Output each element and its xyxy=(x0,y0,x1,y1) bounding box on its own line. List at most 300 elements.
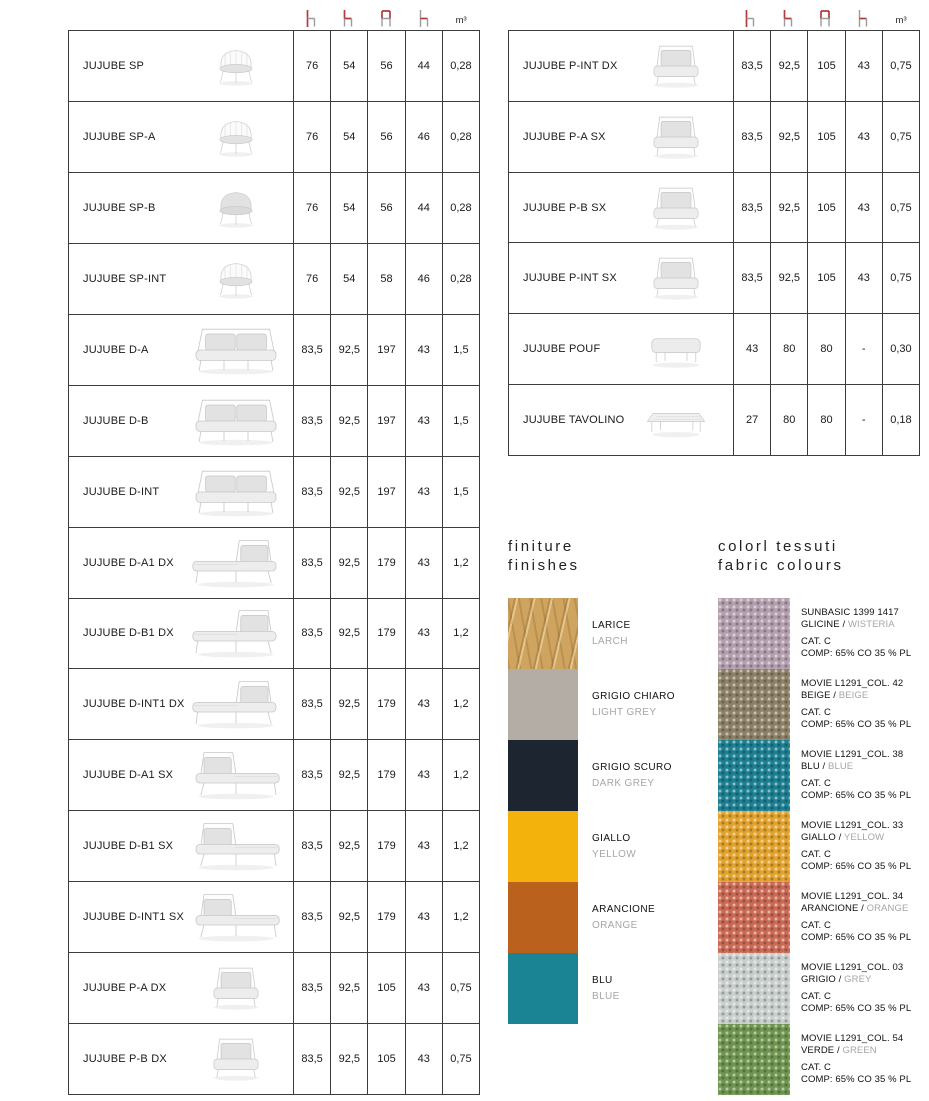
depth-icon xyxy=(405,5,443,29)
fabric-swatch xyxy=(718,669,790,740)
table-row xyxy=(509,31,919,101)
fabric-name-en: GREY xyxy=(844,974,872,985)
dimension-value: 83,5 xyxy=(293,1024,330,1094)
finish-name-en: ORANGE xyxy=(592,920,638,931)
fabric-item xyxy=(718,669,929,740)
dimension-value: 1,2 xyxy=(442,882,479,952)
width-icon xyxy=(807,5,845,29)
chair-illustration xyxy=(185,250,287,308)
fabric-swatch xyxy=(718,1024,790,1095)
dimension-value: 43 xyxy=(733,314,770,384)
table-row xyxy=(69,881,479,952)
dimension-value: 0,28 xyxy=(442,31,479,101)
fabric-name xyxy=(801,619,929,631)
fabric-category: CAT. C xyxy=(801,636,831,647)
table-row xyxy=(69,810,479,881)
dimension-value: 54 xyxy=(330,102,367,172)
finish-name-en: LIGHT GREY xyxy=(592,707,657,718)
dimension-value: 58 xyxy=(367,244,404,314)
table-row xyxy=(509,101,919,172)
dimension-value: 179 xyxy=(367,599,404,669)
dimension-value: 179 xyxy=(367,811,404,881)
fabric-item xyxy=(718,811,929,882)
dimension-value: 43 xyxy=(405,386,442,456)
finish-name-en: BLUE xyxy=(592,991,620,1002)
dimension-value: 1,2 xyxy=(442,669,479,739)
dimension-value: 83,5 xyxy=(293,669,330,739)
fabric-name-it: GIALLO / xyxy=(801,832,842,843)
table-row xyxy=(509,313,919,384)
dimension-value: 44 xyxy=(405,31,442,101)
fabric-name-en: ORANGE xyxy=(866,903,909,914)
dimension-value: 1,5 xyxy=(442,315,479,385)
finish-item xyxy=(508,953,678,1024)
dimension-value: 43 xyxy=(845,173,882,243)
finishes-title-it: finiture xyxy=(508,538,574,555)
dimension-value: 27 xyxy=(733,385,770,455)
table-row xyxy=(509,172,919,243)
fabric-category: CAT. C xyxy=(801,707,831,718)
fabric-name-en: GREEN xyxy=(842,1045,877,1056)
dimension-value: 92,5 xyxy=(330,1024,367,1094)
fabric-name xyxy=(801,832,929,844)
dimension-value: 43 xyxy=(405,599,442,669)
dimension-value: 43 xyxy=(845,102,882,172)
dimension-value: 0,28 xyxy=(442,173,479,243)
product-cell xyxy=(69,1024,293,1094)
fabric-code: SUNBASIC 1399 1417 xyxy=(801,607,899,618)
table-row xyxy=(69,952,479,1023)
dimension-value: 1,2 xyxy=(442,599,479,669)
finish-swatch xyxy=(508,669,578,740)
dimension-value: 0,28 xyxy=(442,102,479,172)
armchair-illustration xyxy=(625,179,727,237)
product-cell xyxy=(69,669,293,739)
fabric-swatch xyxy=(718,598,790,669)
fabric-swatch xyxy=(718,811,790,882)
table-row xyxy=(69,243,479,314)
fabric-code: MOVIE L1291_COL. 34 xyxy=(801,891,904,902)
sofa-illustration xyxy=(185,321,287,379)
product-cell xyxy=(69,457,293,527)
fabric-name-en: BLUE xyxy=(828,761,854,772)
dimension-value: 0,75 xyxy=(882,243,919,313)
product-cell xyxy=(69,599,293,669)
product-name: JUJUBE P-INT DX xyxy=(523,59,618,72)
fabric-composition: COMP: 65% CO 35 % PL xyxy=(801,790,912,801)
product-name: JUJUBE SP-B xyxy=(83,201,156,214)
product-name: JUJUBE D-A1 SX xyxy=(83,769,174,782)
fabric-title-it: colorl tessuti xyxy=(718,538,838,555)
product-name: JUJUBE D-INT1 SX xyxy=(83,911,184,924)
dimension-value: 44 xyxy=(405,173,442,243)
fabric-name-en: BEIGE xyxy=(838,690,869,701)
seat-height-icon xyxy=(330,5,368,29)
fabric-name-en: YELLOW xyxy=(843,832,885,843)
dimension-value: 0,30 xyxy=(882,314,919,384)
dimension-value: 43 xyxy=(405,1024,442,1094)
product-name: JUJUBE D-INT xyxy=(83,485,160,498)
finish-swatch xyxy=(508,598,578,669)
dimension-value: 80 xyxy=(770,385,807,455)
fabric-name-it: BLU / xyxy=(801,761,826,772)
dimension-value: 43 xyxy=(405,669,442,739)
product-name: JUJUBE P-A SX xyxy=(523,130,606,143)
dimension-header-right xyxy=(731,5,920,29)
chair-illustration xyxy=(185,37,287,95)
dimension-value: 105 xyxy=(367,953,404,1023)
table-row xyxy=(69,668,479,739)
dimension-value: 92,5 xyxy=(770,173,807,243)
product-cell xyxy=(509,243,733,313)
finish-name-en: YELLOW xyxy=(592,849,637,860)
volume-unit-label: m³ xyxy=(895,15,907,26)
fabric-title-en: fabric colours xyxy=(718,557,844,574)
product-name: JUJUBE TAVOLINO xyxy=(523,414,625,427)
table-row xyxy=(69,456,479,527)
product-name: JUJUBE D-A xyxy=(83,343,149,356)
dimension-value: 43 xyxy=(405,740,442,810)
finish-name-it: ARANCIONE xyxy=(592,904,656,915)
fabric-name xyxy=(801,903,929,915)
fabric-composition: COMP: 65% CO 35 % PL xyxy=(801,1074,912,1085)
sofa-illustration xyxy=(185,392,287,450)
table-row xyxy=(69,739,479,810)
fabric-name-en: WISTERIA xyxy=(847,619,895,630)
product-name: JUJUBE D-A1 DX xyxy=(83,556,174,569)
fabric-name xyxy=(801,761,929,773)
finish-label xyxy=(592,811,678,882)
dimension-header-left xyxy=(292,5,480,29)
product-cell xyxy=(69,244,293,314)
dimension-value: 83,5 xyxy=(293,386,330,456)
spec-table-left xyxy=(68,30,480,1095)
dimension-value: 43 xyxy=(405,882,442,952)
fabric-swatch xyxy=(718,740,790,811)
finish-label xyxy=(592,740,678,811)
product-name: JUJUBE SP-A xyxy=(83,130,156,143)
dimension-value: 83,5 xyxy=(293,528,330,598)
product-name: JUJUBE D-B xyxy=(83,414,149,427)
fabric-item xyxy=(718,953,929,1024)
finish-label xyxy=(592,669,678,740)
dimension-value: 105 xyxy=(807,243,844,313)
product-name: JUJUBE D-INT1 DX xyxy=(83,698,185,711)
dimension-value: 92,5 xyxy=(770,243,807,313)
finish-name-it: LARICE xyxy=(592,620,631,631)
dimension-value: 76 xyxy=(293,244,330,314)
dimension-value: - xyxy=(845,314,882,384)
table-row xyxy=(69,101,479,172)
dimension-value: 43 xyxy=(405,953,442,1023)
fabric-composition: COMP: 65% CO 35 % PL xyxy=(801,648,912,659)
fabric-swatch xyxy=(718,953,790,1024)
dimension-value: 43 xyxy=(405,457,442,527)
fabric-code: MOVIE L1291_COL. 03 xyxy=(801,962,904,973)
finish-name-it: GRIGIO CHIARO xyxy=(592,691,675,702)
chaise-sx-illustration xyxy=(185,888,287,946)
dimension-value: 83,5 xyxy=(293,811,330,881)
chair-cushion-illustration xyxy=(185,179,287,237)
fabric-code: MOVIE L1291_COL. 33 xyxy=(801,820,904,831)
dimension-value: 179 xyxy=(367,528,404,598)
product-cell xyxy=(509,31,733,101)
finish-swatch xyxy=(508,811,578,882)
fabric-label xyxy=(801,669,929,740)
finish-swatch xyxy=(508,740,578,811)
dimension-value: 43 xyxy=(845,243,882,313)
dimension-value: 0,75 xyxy=(882,173,919,243)
dimension-value: 92,5 xyxy=(330,457,367,527)
fabric-name-it: VERDE / xyxy=(801,1045,840,1056)
fabric-category: CAT. C xyxy=(801,920,831,931)
product-name: JUJUBE P-B SX xyxy=(523,201,607,214)
finish-item xyxy=(508,669,678,740)
chaise-sx-illustration xyxy=(185,746,287,804)
product-cell xyxy=(69,811,293,881)
dimension-value: 83,5 xyxy=(293,882,330,952)
dimension-value: 105 xyxy=(367,1024,404,1094)
fabric-category: CAT. C xyxy=(801,1062,831,1073)
finish-item xyxy=(508,811,678,882)
table-row xyxy=(509,242,919,313)
product-cell xyxy=(509,385,733,455)
dimension-value: 83,5 xyxy=(293,953,330,1023)
width-icon xyxy=(367,5,405,29)
dimension-value: 80 xyxy=(770,314,807,384)
finish-list xyxy=(508,598,678,1024)
dimension-value: 1,2 xyxy=(442,740,479,810)
dimension-value: 76 xyxy=(293,102,330,172)
fabric-item xyxy=(718,598,929,669)
fabric-name xyxy=(801,974,929,986)
dimension-value: 197 xyxy=(367,315,404,385)
dimension-value: 54 xyxy=(330,244,367,314)
product-cell xyxy=(69,882,293,952)
sofa-illustration xyxy=(185,463,287,521)
dimension-value: 83,5 xyxy=(733,102,770,172)
fabric-code: MOVIE L1291_COL. 42 xyxy=(801,678,904,689)
dimension-value: 92,5 xyxy=(770,31,807,101)
fabric-name-it: GRIGIO / xyxy=(801,974,842,985)
fabric-label xyxy=(801,882,929,953)
dimension-value: 43 xyxy=(405,315,442,385)
dimension-value: 46 xyxy=(405,102,442,172)
finish-name-it: BLU xyxy=(592,975,613,986)
finish-name-en: DARK GREY xyxy=(592,778,655,789)
product-name: JUJUBE SP-INT xyxy=(83,272,167,285)
finish-item xyxy=(508,882,678,953)
dimension-value: 92,5 xyxy=(330,599,367,669)
fabric-category: CAT. C xyxy=(801,849,831,860)
volume-unit-label: m³ xyxy=(455,15,467,26)
finish-item xyxy=(508,740,678,811)
chaise-sx-illustration xyxy=(185,817,287,875)
fabric-item xyxy=(718,1024,929,1095)
chair-illustration xyxy=(185,108,287,166)
fabric-label xyxy=(801,598,929,669)
dimension-value: 83,5 xyxy=(293,315,330,385)
dimension-value: 54 xyxy=(330,173,367,243)
finish-item xyxy=(508,598,678,669)
product-cell xyxy=(69,740,293,810)
dimension-value: 56 xyxy=(367,173,404,243)
product-cell xyxy=(509,102,733,172)
dimension-value: 0,28 xyxy=(442,244,479,314)
dimension-value: 1,5 xyxy=(442,457,479,527)
fabric-name-it: GLICINE / xyxy=(801,619,846,630)
product-cell xyxy=(69,528,293,598)
fabric-code: MOVIE L1291_COL. 54 xyxy=(801,1033,904,1044)
fabric-list xyxy=(718,598,929,1095)
table-row xyxy=(69,172,479,243)
fabric-label xyxy=(801,953,929,1024)
finish-label xyxy=(592,598,678,669)
spec-table-right xyxy=(508,30,920,456)
dimension-value: 92,5 xyxy=(330,740,367,810)
dimension-value: 43 xyxy=(405,528,442,598)
fabric-label xyxy=(801,811,929,882)
product-name: JUJUBE POUF xyxy=(523,343,601,356)
product-name: JUJUBE P-B DX xyxy=(83,1053,167,1066)
dimension-value: 76 xyxy=(293,31,330,101)
dimension-value: 76 xyxy=(293,173,330,243)
armchair-illustration xyxy=(625,108,727,166)
dimension-value: 0,75 xyxy=(882,31,919,101)
fabric-category: CAT. C xyxy=(801,778,831,789)
product-name: JUJUBE D-B1 SX xyxy=(83,840,174,853)
dimension-value: 197 xyxy=(367,457,404,527)
table-row xyxy=(69,31,479,101)
fabric-name xyxy=(801,1045,929,1057)
chaise-dx-illustration xyxy=(185,604,287,662)
finishes-title xyxy=(508,537,580,575)
chaise-dx-illustration xyxy=(185,534,287,592)
dimension-value: 83,5 xyxy=(733,31,770,101)
fabric-composition: COMP: 65% CO 35 % PL xyxy=(801,861,912,872)
dimension-value: 1,2 xyxy=(442,528,479,598)
fabric-name-it: BEIGE / xyxy=(801,690,837,701)
product-name: JUJUBE P-A DX xyxy=(83,982,167,995)
dimension-value: 92,5 xyxy=(330,315,367,385)
dimension-value: 105 xyxy=(807,102,844,172)
dimension-value: 46 xyxy=(405,244,442,314)
chaise-dx-illustration xyxy=(185,675,287,733)
product-cell xyxy=(69,953,293,1023)
dimension-value: 1,2 xyxy=(442,811,479,881)
finish-swatch xyxy=(508,953,578,1024)
armchair-illustration xyxy=(625,249,727,307)
table-row xyxy=(69,598,479,669)
product-name: JUJUBE SP xyxy=(83,59,145,72)
dimension-value: 1,5 xyxy=(442,386,479,456)
table-row xyxy=(69,314,479,385)
table-row xyxy=(509,384,919,455)
dimension-value: 83,5 xyxy=(293,457,330,527)
finish-swatch xyxy=(508,882,578,953)
total-height-icon xyxy=(731,5,769,29)
product-cell xyxy=(69,173,293,243)
finish-label xyxy=(592,882,678,953)
product-cell xyxy=(69,102,293,172)
dimension-value: 0,75 xyxy=(882,102,919,172)
seat-height-icon xyxy=(769,5,807,29)
table-illustration xyxy=(625,398,727,442)
dimension-value: 0,18 xyxy=(882,385,919,455)
dimension-value: 83,5 xyxy=(293,599,330,669)
finish-name-en: LARCH xyxy=(592,636,628,647)
armchair-illustration xyxy=(185,1030,287,1088)
product-cell xyxy=(509,314,733,384)
dimension-value: 0,75 xyxy=(442,1024,479,1094)
dimension-value: 80 xyxy=(807,385,844,455)
fabric-swatch xyxy=(718,882,790,953)
product-cell xyxy=(69,31,293,101)
dimension-value: 83,5 xyxy=(733,173,770,243)
table-row xyxy=(69,385,479,456)
product-cell xyxy=(69,386,293,456)
dimension-value: 179 xyxy=(367,740,404,810)
dimension-value: - xyxy=(845,385,882,455)
dimension-value: 197 xyxy=(367,386,404,456)
dimension-value: 92,5 xyxy=(330,386,367,456)
finish-name-it: GIALLO xyxy=(592,833,631,844)
dimension-value: 0,75 xyxy=(442,953,479,1023)
table-row xyxy=(69,1023,479,1094)
fabric-composition: COMP: 65% CO 35 % PL xyxy=(801,932,912,943)
fabric-code: MOVIE L1291_COL. 38 xyxy=(801,749,904,760)
dimension-value: 92,5 xyxy=(330,528,367,598)
dimension-value: 105 xyxy=(807,173,844,243)
dimension-value: 92,5 xyxy=(330,669,367,739)
dimension-value: 83,5 xyxy=(733,243,770,313)
dimension-value: 105 xyxy=(807,31,844,101)
dimension-value: 56 xyxy=(367,102,404,172)
dimension-value: 56 xyxy=(367,31,404,101)
product-name: JUJUBE D-B1 DX xyxy=(83,627,174,640)
product-name: JUJUBE P-INT SX xyxy=(523,272,617,285)
fabric-item xyxy=(718,740,929,811)
dimension-value: 80 xyxy=(807,314,844,384)
armchair-illustration xyxy=(185,959,287,1017)
total-height-icon xyxy=(292,5,330,29)
product-cell xyxy=(509,173,733,243)
fabric-composition: COMP: 65% CO 35 % PL xyxy=(801,1003,912,1014)
fabric-name-it: ARANCIONE / xyxy=(801,903,864,914)
dimension-value: 92,5 xyxy=(330,953,367,1023)
dimension-value: 92,5 xyxy=(770,102,807,172)
product-cell xyxy=(69,315,293,385)
finishes-title-en: finishes xyxy=(508,557,580,574)
fabric-label xyxy=(801,740,929,811)
dimension-value: 92,5 xyxy=(330,811,367,881)
fabric-item xyxy=(718,882,929,953)
depth-icon xyxy=(844,5,882,29)
finish-label xyxy=(592,953,678,1024)
dimension-value: 179 xyxy=(367,882,404,952)
fabric-category: CAT. C xyxy=(801,991,831,1002)
table-row xyxy=(69,527,479,598)
dimension-value: 43 xyxy=(845,31,882,101)
fabric-colours-title xyxy=(718,537,844,575)
dimension-value: 43 xyxy=(405,811,442,881)
dimension-value: 179 xyxy=(367,669,404,739)
armchair-illustration xyxy=(625,37,727,95)
fabric-composition: COMP: 65% CO 35 % PL xyxy=(801,719,912,730)
dimension-value: 92,5 xyxy=(330,882,367,952)
fabric-label xyxy=(801,1024,929,1095)
dimension-value: 83,5 xyxy=(293,740,330,810)
